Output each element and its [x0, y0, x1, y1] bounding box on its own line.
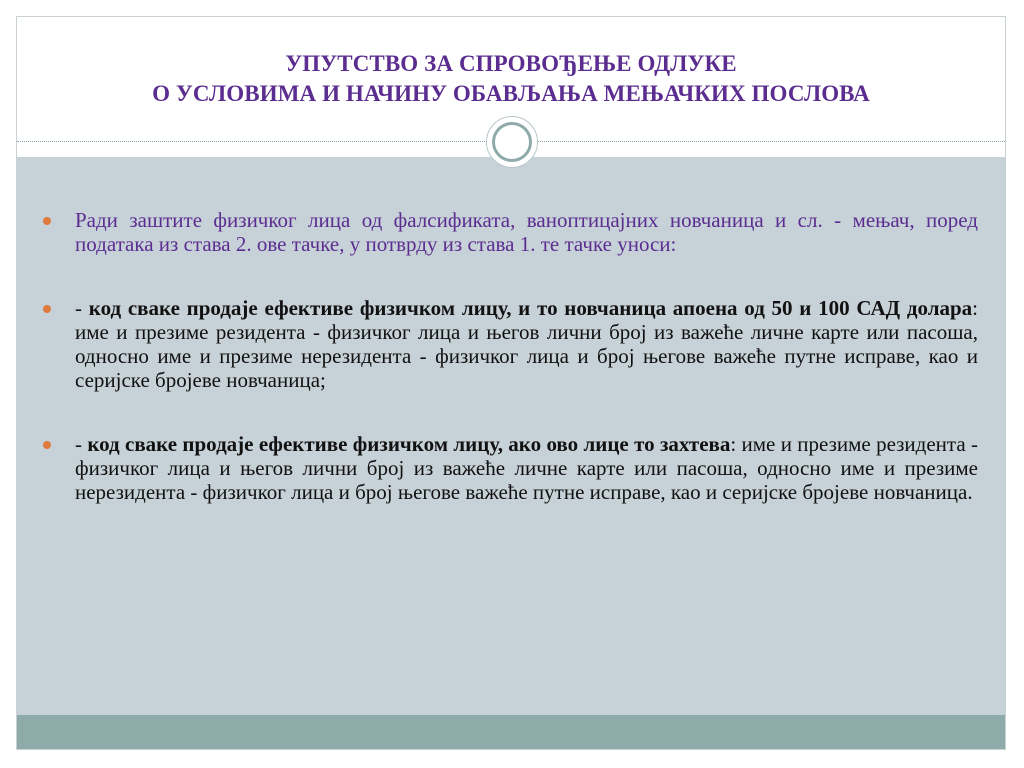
bullet-dot-icon: [43, 305, 51, 313]
ornament-ring: [492, 122, 532, 162]
bullet-3-bold: код сваке продаје ефективе физичком лицу, ако ово лице то захтева: [87, 432, 731, 456]
bullet-2-bold: код сваке продаје ефективе физичком лицу, и то новчаница апоена од 50 и 100 САД долара: [88, 296, 973, 320]
title-line-2: О УСЛОВИМА И НАЧИНУ ОБАВЉАЊА МЕЊАЧКИХ ПОСЛОВА: [152, 81, 870, 106]
bullet-list: [40, 208, 978, 504]
bullet-3-prefix: -: [75, 432, 88, 456]
bottom-band: [17, 715, 1005, 749]
slide-title: [17, 49, 1005, 109]
bullet-dot-icon: [43, 441, 51, 449]
bullet-dot-icon: [43, 217, 51, 225]
bullet-2-prefix: -: [75, 296, 89, 320]
circle-ornament-icon: [486, 116, 538, 168]
bullet-item-3: [40, 432, 978, 504]
bullet-item-1: [40, 208, 978, 256]
bullet-3-rest: : име и презиме резидента - физичког лица и његов лични број из важеће личне карте или пасоша, односно име и презиме нерезидента - физичког лица и број његове важеће путне исправе, као и серијске бројеве новчаница.: [75, 432, 978, 504]
title-line-1: УПУТСТВО ЗА СПРОВОЂЕЊЕ ОДЛУКЕ: [285, 51, 737, 76]
bullet-item-2: [40, 296, 978, 392]
bullet-1-text: Ради заштите физичког лица од фалсификата, ваноптицајних новчаница и сл. - мењач, поред података из става 2. ове тачке, у потврду из става 1. те тачке уноси:: [75, 208, 978, 256]
bullet-2-rest: : име и презиме резидента - физичког лица и његов лични број из важеће личне карте или пасоша, односно име и презиме нерезидента - физичког лица и број његове важеће путне исправе, као и серијске бројеве новчаница;: [75, 296, 979, 392]
